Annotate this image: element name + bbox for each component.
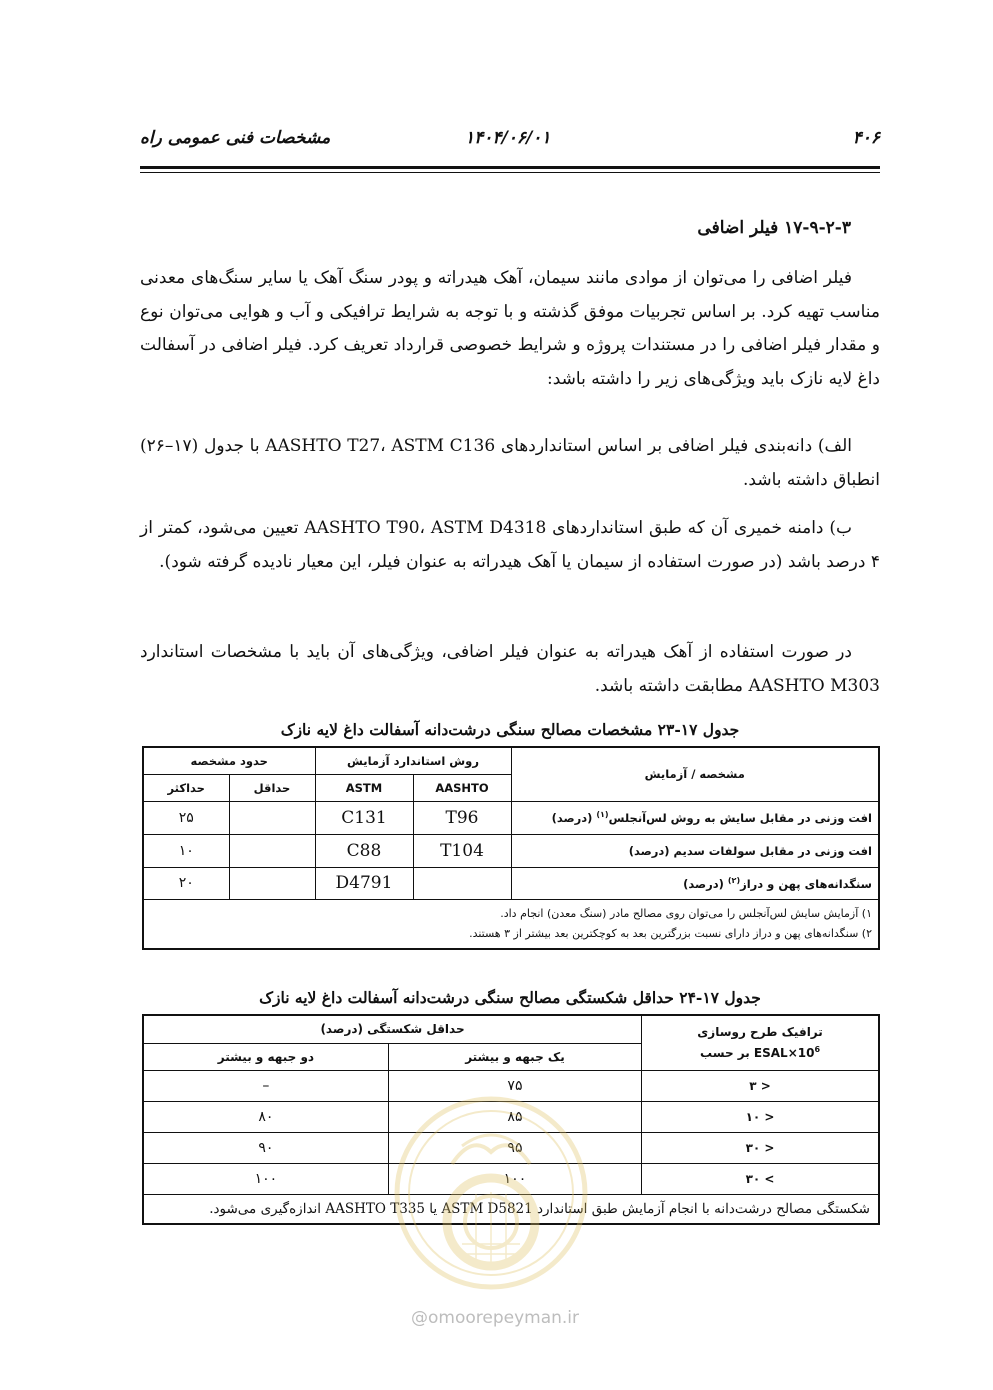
table2-note: شکستگی مصالح درشت‌دانه با انجام آزمایش طبق استاندارد ASTM D5821 یا AASHTO T335 اندازه‌گیری می‌شود. bbox=[143, 1194, 879, 1224]
row-property: سنگدانه‌های پهن و دراز$^{(۲)}$ (درصد) bbox=[511, 867, 879, 899]
cell-astm: C88 bbox=[315, 834, 413, 867]
header-date: ۱۴۰۴/۰۶/۰۱ bbox=[465, 128, 551, 148]
cell-one-face: ۸۵ bbox=[388, 1101, 641, 1132]
cell-min bbox=[229, 801, 315, 834]
table1-caption: جدول ۱۷-۲۳ مشخصات مصالح سنگی درشت‌دانه آسفالت داغ لایه نازک bbox=[280, 720, 740, 739]
table-row bbox=[143, 867, 879, 899]
cell-max: ۱۰ bbox=[143, 834, 229, 867]
table-note-2: ۲) سنگدانه‌های پهن و دراز دارای نسبت بزرگترین بعد به کوچکترین بعد بیشتر از ۳ هستند. bbox=[469, 926, 872, 940]
cell-one-face: ۷۵ bbox=[388, 1070, 641, 1101]
paragraph-item-b: ب) دامنه خمیری آن که طبق استانداردهای AASHTO T90، ASTM D4318 تعیین می‌شود، کمتر از ۴ درصد باشد (در صورت استفاده از سیمان یا آهک هیدراته به عنوان فیلر، این معیار نادیده گرفته شود). bbox=[140, 518, 880, 572]
table-header-row bbox=[143, 747, 879, 774]
cell-aashto bbox=[413, 867, 511, 899]
row-property: افت وزنی در مقابل سولفات سدیم (درصد) bbox=[511, 834, 879, 867]
cell-traffic: < ۱۰ bbox=[642, 1101, 879, 1132]
header-property: مشخصه / آزمایش bbox=[511, 747, 879, 801]
cell-min bbox=[229, 867, 315, 899]
header-two-face: دو جبهه و بیشتر bbox=[143, 1043, 388, 1070]
cell-astm: C131 bbox=[315, 801, 413, 834]
cell-max: ۲۵ bbox=[143, 801, 229, 834]
page-header bbox=[140, 128, 880, 158]
cell-traffic: > ۳۰ bbox=[642, 1163, 879, 1194]
page-number: ۴۰۶ bbox=[852, 128, 880, 148]
paragraph-hydrated-lime: در صورت استفاده از آهک هیدراته به عنوان فیلر اضافی، ویژگی‌های آن باید با مشخصات استاندارد AASHTO M303 مطابقت داشته باشد. bbox=[140, 642, 880, 696]
header-rule-thin bbox=[140, 172, 880, 173]
row-property: افت وزنی در مقابل سایش به روش لس‌آنجلس$^{(۱)}$ (درصد) bbox=[511, 801, 879, 834]
table-notes bbox=[143, 899, 879, 949]
cell-traffic: < ۳ bbox=[642, 1070, 879, 1101]
cell-one-face: ۹۵ bbox=[388, 1132, 641, 1163]
cell-two-face: ۹۰ bbox=[143, 1132, 388, 1163]
header-fracture-group: حداقل شکستگی (درصد) bbox=[143, 1015, 642, 1043]
cell-min bbox=[229, 834, 315, 867]
cell-two-face: ۱۰۰ bbox=[143, 1163, 388, 1194]
table-notes-row bbox=[143, 899, 879, 949]
cell-two-face: ۸۰ bbox=[143, 1101, 388, 1132]
header-traffic: ترافیک طرح روسازی بر حسب $ESAL\times 10^6$ bbox=[642, 1015, 879, 1070]
header-limits-group: حدود مشخصه bbox=[143, 747, 315, 774]
cell-max: ۲۰ bbox=[143, 867, 229, 899]
header-one-face: یک جبهه و بیشتر bbox=[388, 1043, 641, 1070]
header-astm: ASTM bbox=[315, 774, 413, 801]
header-standard-group: روش استاندارد آزمایش bbox=[315, 747, 511, 774]
table-note-1: ۱) آزمایش سایش لس‌آنجلس را می‌توان روی مصالح مادر (سنگ معدن) انجام داد. bbox=[500, 906, 872, 920]
cell-aashto: T104 bbox=[413, 834, 511, 867]
header-title: مشخصات فنی عمومی راه bbox=[140, 128, 331, 148]
cell-two-face: – bbox=[143, 1070, 388, 1101]
header-min: حداقل bbox=[229, 774, 315, 801]
table-row bbox=[143, 834, 879, 867]
cell-one-face: ۱۰۰ bbox=[388, 1163, 641, 1194]
coarse-aggregate-spec-table bbox=[142, 746, 880, 950]
paragraph-intro: فیلر اضافی را می‌توان از موادی مانند سیمان، آهک هیدراته و پودر سنگ آهک یا سایر سنگ‌های معدنی مناسب تهیه کرد. بر اساس تجربیات موفق گذشته و با توجه به شرایط ترافیکی و آب و هوایی می‌توان نوع و مقدار فیلر اضافی را در مستندات پروژه و شرایط خصوصی قرارداد تعریف کرد. فیلر اضافی در آسفالت داغ لایه نازک باید ویژگی‌های زیر را داشته باشد: bbox=[140, 268, 880, 389]
cell-traffic: < ۳۰ bbox=[642, 1132, 879, 1163]
header-rule-thick bbox=[140, 166, 880, 169]
header-max: حداکثر bbox=[143, 774, 229, 801]
omoore-peyman-logo-icon bbox=[392, 1094, 590, 1292]
paragraph-item-a: الف) دانه‌بندی فیلر اضافی بر اساس استانداردهای AASHTO T27، ASTM C136 با جدول (۱۷–۲۶) انطباق داشته باشد. bbox=[140, 436, 880, 490]
watermark-url: @omoorepeyman.ir bbox=[410, 1308, 580, 1328]
section-heading: ۱۷-۹-۲-۳ فیلر اضافی bbox=[697, 218, 851, 238]
table2-caption: جدول ۱۷-۲۴ حداقل شکستگی مصالح سنگی درشت‌دانه آسفالت داغ لایه نازک bbox=[259, 988, 761, 1007]
cell-astm: D4791 bbox=[315, 867, 413, 899]
cell-aashto: T96 bbox=[413, 801, 511, 834]
header-aashto: AASHTO bbox=[413, 774, 511, 801]
table-row bbox=[143, 801, 879, 834]
table-header-row bbox=[143, 1015, 879, 1043]
